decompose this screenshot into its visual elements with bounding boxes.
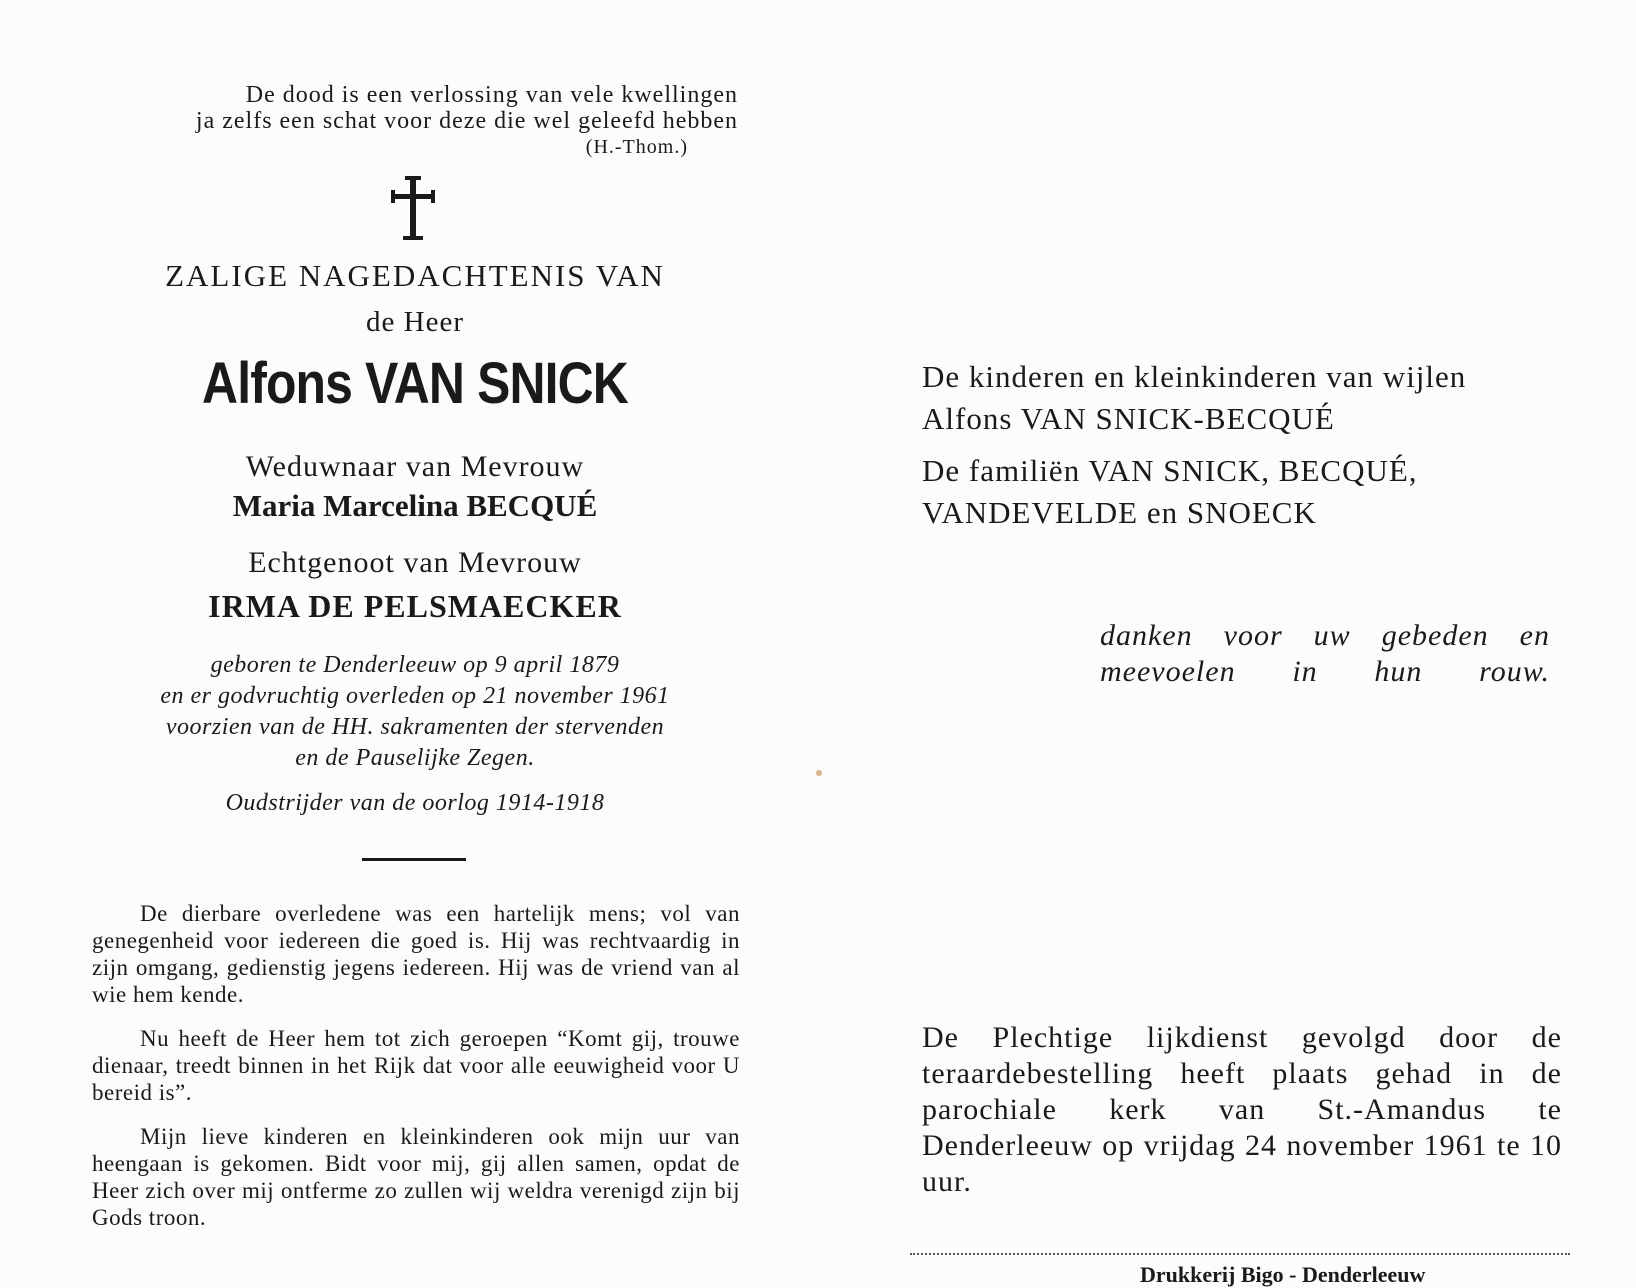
paragraph [92, 1025, 740, 1106]
paragraph [92, 900, 740, 1008]
memorial-title: de Heer [366, 306, 464, 338]
bio-line: voorzien van de HH. sakramenten der stervenden [165, 714, 665, 740]
widower-label: Weduwnaar van Mevrouw [245, 450, 585, 483]
right-page [830, 0, 1636, 1287]
printer-credit: Drukkerij Bigo - Denderleeuw [1140, 1262, 1426, 1287]
spouse-name: IRMA DE PELSMAECKER [208, 588, 622, 624]
paragraph [92, 1123, 740, 1231]
family-line: Alfons VAN SNICK-BECQUÉ [922, 401, 1335, 436]
epigraph-line-1: De dood is een verlossing van vele kwellingen [245, 82, 738, 108]
epigraph [60, 82, 738, 160]
veteran-note: Oudstrijder van de oorlog 1914-1918 [225, 790, 605, 816]
family-line: VANDEVELDE en SNOECK [922, 495, 1317, 530]
paragraph-text: Nu heeft de Heer hem tot zich geroepen “Komt gij, trouwe dienaar, treedt binnen in het Rijk dat voor alle eeuwigheid voor U bereid is”. [92, 1026, 740, 1105]
family-line: De familiën VAN SNICK, BECQUÉ, [922, 453, 1418, 488]
first-wife-name: Maria Marcelina BECQUÉ [232, 488, 598, 523]
paper-speck [816, 770, 822, 776]
divider [362, 858, 466, 861]
deceased-name: Alfons VAN SNICK [202, 351, 628, 416]
cross-icon [383, 176, 443, 240]
paragraph-text: De dierbare overledene was een hartelijk mens; vol van genegenheid voor iedereen die goed is. Hij was rechtvaardig in zijn omgang, gedienstig jegens iedereen. Hij was de vriend van al wie hem kende. [92, 901, 740, 1007]
memorial-heading: ZALIGE NAGEDACHTENIS VAN [165, 258, 665, 293]
funeral-service-text: De Plechtige lijkdienst gevolgd door de teraardebestelling heeft plaats gehad in de parochiale kerk van St.-Amandus te Denderleeuw op vrijdag 24 november 1961 te 10 uur. [922, 1021, 1562, 1198]
thanks-text: danken voor uw gebeden en meevoelen in hun rouw. [1100, 619, 1550, 688]
family-line: De kinderen en kleinkinderen van wijlen [922, 359, 1467, 394]
biography [0, 650, 830, 774]
family-list [922, 356, 1466, 534]
epigraph-line-2: ja zelfs een schat voor deze die wel geleefd hebben [195, 108, 738, 134]
spouse-label: Echtgenoot van Mevrouw [248, 546, 582, 579]
epigraph-author: (H.-Thom.) [585, 136, 688, 158]
bio-line: en er godvruchtig overleden op 21 november 1961 [160, 683, 670, 709]
bio-line: geboren te Denderleeuw op 9 april 1879 [210, 652, 620, 678]
paragraph-text: Mijn lieve kinderen en kleinkinderen ook mijn uur van heengaan is gekomen. Bidt voor mij, gij allen samen, opdat de Heer zich over mij ontferme zo zullen wij weldra verenigd zijn bij Gods troon. [92, 1124, 740, 1230]
bio-line: en de Pauselijke Zegen. [295, 745, 535, 771]
printer-divider [910, 1253, 1570, 1256]
